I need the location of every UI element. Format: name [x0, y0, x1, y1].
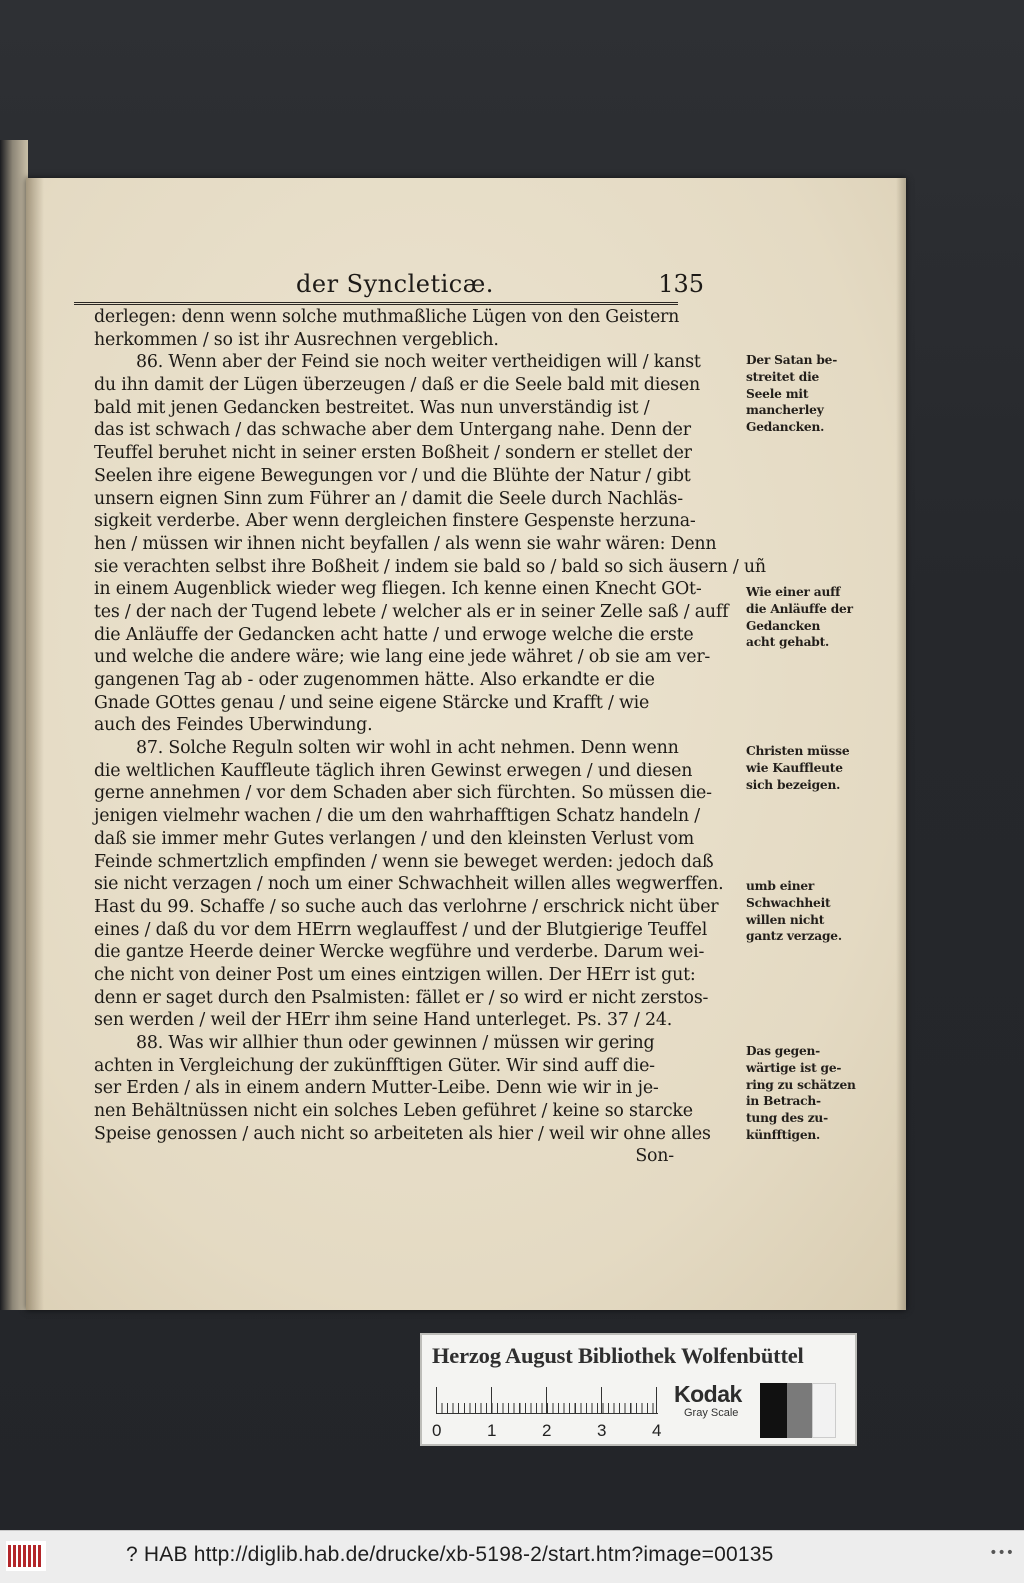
text-line: hen / müssen wir ihnen nicht beyfallen / als wenn sie wahr wären: Denn	[94, 533, 717, 554]
text-line: Hast du 99. Schaffe / so suche auch das verlohrne / erschrick nicht über	[94, 896, 719, 917]
ruler-tick	[546, 1387, 547, 1413]
gray-patch-mid	[787, 1383, 812, 1438]
text-line: herkommen / so ist ihr Ausrechnen vergeblich.	[94, 329, 499, 350]
ruler-tick	[601, 1387, 602, 1413]
text-line: 87. Solche Reguln solten wir wohl in acht nehmen. Denn wenn	[136, 738, 679, 759]
text-line: daß sie immer mehr Gutes verlangen / und den kleinsten Verlust vom	[94, 828, 695, 849]
marginal-note: Wie einer auff die Anläuffe der Gedancken acht gehabt.	[746, 585, 853, 650]
scale-label: 1	[487, 1421, 497, 1440]
header-rule	[74, 302, 678, 305]
text-line: tes / der nach der Tugend lebete / welcher als er in seiner Zelle saß / auff	[94, 601, 729, 622]
footer-url[interactable]: ? HAB http://diglib.hab.de/drucke/xb-5198-2/start.htm?image=00135	[126, 1543, 774, 1566]
text-line: ser Erden / als in einem andern Mutter-Leibe. Denn wie wir in je-	[94, 1078, 659, 1099]
text-line: Gnade GOttes genau / und seine eigene Stärcke und Krafft / wie	[94, 692, 650, 713]
footer-bar	[0, 1530, 1024, 1583]
text-line: bald mit jenen Gedancken bestreitet. Was nun unverständig ist /	[94, 397, 650, 418]
ruler-tick	[491, 1387, 492, 1413]
text-line: unsern eignen Sinn zum Führer an / damit die Seele durch Nachläs-	[94, 488, 683, 509]
kodak-logo: Kodak	[674, 1381, 742, 1407]
text-line: sen werden / weil der HErr ihm seine Hand unterleget. Ps. 37 / 24.	[94, 1010, 673, 1031]
text-line: die weltlichen Kauffleute täglich ihren Gewinst erwegen / und diesen	[94, 760, 693, 781]
gutter-shadow	[26, 178, 44, 1310]
scale-label: 4	[652, 1421, 662, 1440]
running-title: der Syncleticæ.	[296, 270, 494, 298]
color-calibration-card	[420, 1333, 857, 1446]
text-line: sigkeit verderbe. Aber wenn dergleichen finstere Gespenste herzuna-	[94, 511, 696, 532]
text-line: che nicht von deiner Post um eines eintzigen willen. Der HErr ist gut:	[94, 964, 696, 985]
ruler-tick	[436, 1387, 437, 1413]
marginal-note: Der Satan be- streitet die Seele mit mancherley Gedancken.	[746, 353, 838, 435]
ruler-tick	[656, 1387, 657, 1413]
text-line: das ist schwach / das schwache aber dem Untergang nahe. Denn der	[94, 420, 691, 441]
book-page	[26, 178, 906, 1310]
marginal-note: Das gegen- wärtige ist ge- ring zu schätzen in Betrach- tung des zu- künfftigen.	[746, 1044, 856, 1142]
text-line: in einem Augenblick wieder weg fliegen. Ich kenne einen Knecht GOt-	[94, 579, 702, 600]
text-line: Teuffel beruhet nicht in seiner ersten Boßheit / sondern er stellet der	[94, 443, 692, 464]
text-line: Feinde schmertzlich empfinden / wenn sie beweget werden: jedoch daß	[94, 851, 714, 872]
gray-patch-black	[760, 1383, 787, 1438]
text-line: gangenen Tag ab - oder zugenommen hätte. Also erkandte er die	[94, 670, 655, 690]
gray-patch-white	[812, 1383, 836, 1438]
text-line: die Anläuffe der Gedancken acht hatte / und erwoge welche die erste	[94, 624, 694, 645]
marginal-note: umb einer Schwachheit willen nicht gantz verzage.	[746, 879, 842, 944]
text-line: 88. Was wir allhier thun oder gewinnen / müssen wir gering	[136, 1033, 655, 1053]
catchword: Son-	[635, 1146, 674, 1167]
text-line: achten in Vergleichung der zukünfftigen Güter. Wir sind auff die-	[94, 1055, 655, 1076]
marginal-note: Christen müsse wie Kauffleute sich bezeigen.	[746, 744, 850, 792]
text-line: eines / daß du vor dem HErrn weglauffest / und der Blutgierige Teuffel	[94, 919, 708, 940]
text-line: nen Behältnüssen nicht ein solches Leben geführet / keine so starcke	[94, 1101, 693, 1122]
text-line: sie nicht verzagen / noch um einer Schwachheit willen alles wegwerffen.	[94, 874, 724, 895]
text-line: die gantze Heerde deiner Wercke wegführe und verderbe. Darum wei-	[94, 942, 705, 963]
book-edge	[0, 140, 28, 1310]
text-line: 86. Wenn aber der Feind sie noch weiter vertheidigen will / kanst	[136, 352, 701, 373]
text-line: jenigen vielmehr wachen / die um den wahrhafftigen Schatz handeln /	[94, 806, 700, 827]
hab-logo-icon	[6, 1541, 46, 1571]
scale-label: 3	[597, 1421, 607, 1440]
text-line: und welche die andere wäre; wie lang eine jede währet / ob sie am ver-	[94, 647, 711, 668]
more-icon[interactable]: •••	[989, 1545, 1014, 1561]
text-line: sie verachten selbst ihre Boßheit / indem sie bald so / bald so sich äusern / uñ	[94, 556, 766, 577]
text-line: gerne annehmen / vor dem Schaden aber sich fürchten. So müssen die-	[94, 783, 712, 804]
text-line: derlegen: denn wenn solche muthmaßliche Lügen von den Geistern	[94, 307, 680, 327]
scale-label: 2	[542, 1421, 552, 1440]
text-line: du ihn damit der Lügen überzeugen / daß er die Seele bald mit diesen	[94, 375, 700, 396]
library-name: Herzog August Bibliothek Wolfenbüttel	[432, 1343, 804, 1368]
text-line: auch des Feindes Uberwindung.	[94, 715, 373, 736]
text-line: Speise genossen / auch nicht so arbeiteten als hier / weil wir ohne alles	[94, 1123, 711, 1144]
text-line: denn er saget durch den Psalmisten: fället er / so wird er nicht zerstos-	[94, 987, 709, 1008]
scale-label: 0	[432, 1421, 442, 1440]
page-number: 135	[658, 270, 704, 298]
scale-ruler	[436, 1387, 658, 1414]
gray-scale-label: Gray Scale	[684, 1407, 739, 1419]
text-line: Seelen ihre eigene Bewegungen vor / und die Blühte der Natur / gibt	[94, 465, 691, 486]
page-edge-shadow	[896, 178, 906, 1310]
body-text	[94, 306, 856, 1168]
